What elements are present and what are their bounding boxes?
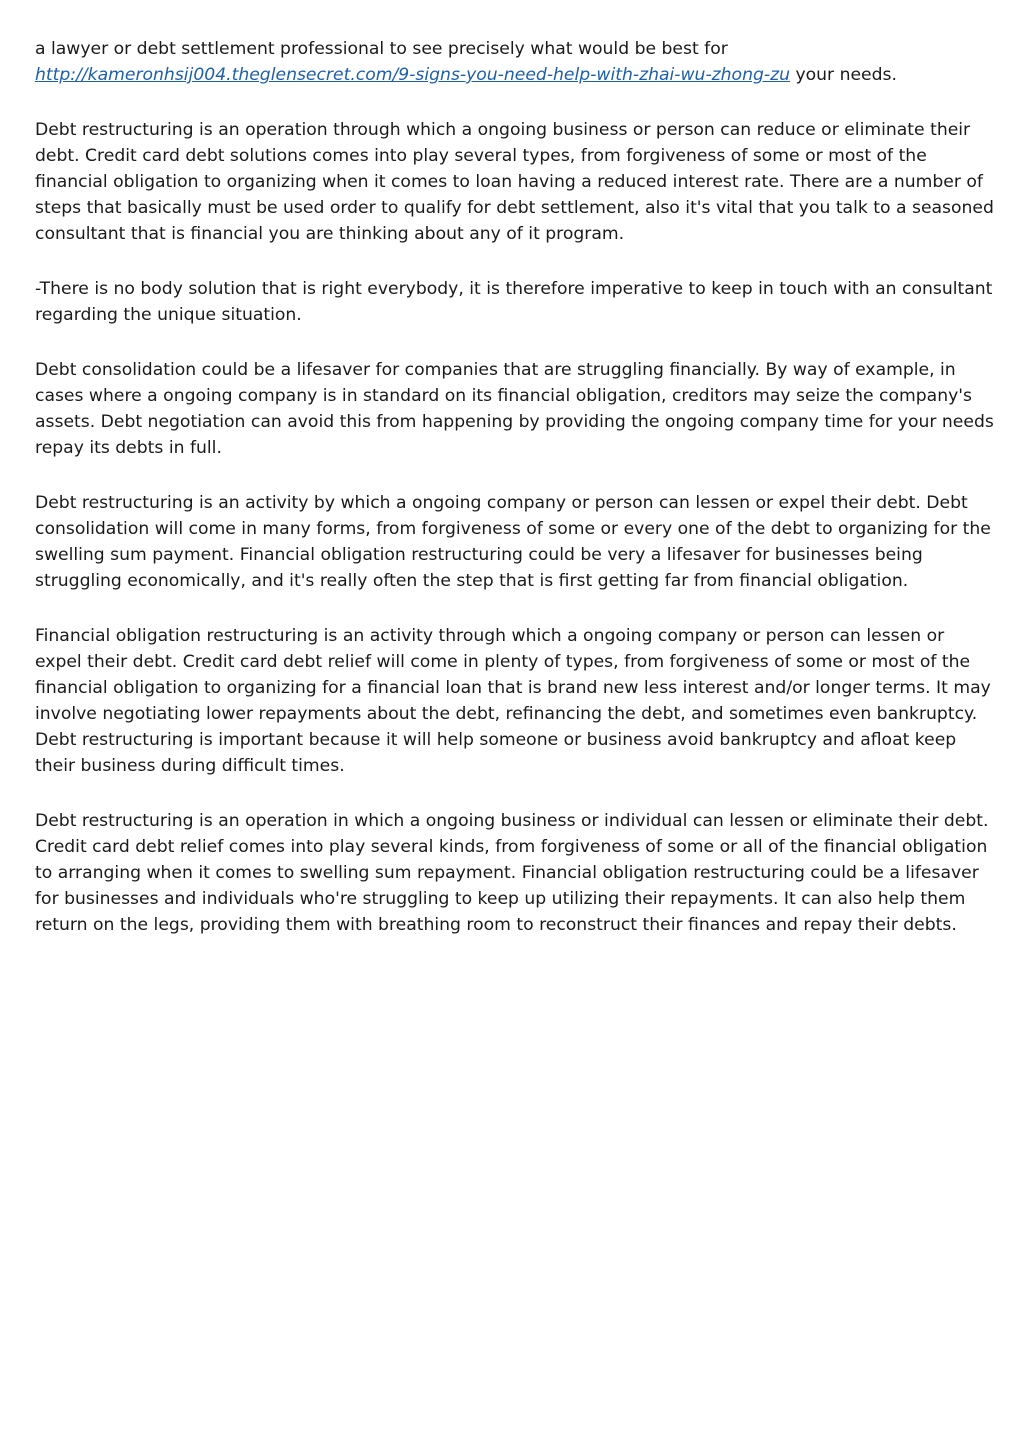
paragraph: Debt restructuring is an operation in which a ongoing business or individual can lessen or eliminate their debt. Credit card debt relief comes into play several kinds, from forgiveness of some or all of the financial obligation to arranging when it comes to swelling sum repayment. Financial obligation restructuring could be a lifesaver for businesses and individuals who're struggling to keep up utilizing their repayments. It can also help them return on the legs, providing them with breathing room to reconstruct their finances and repay their debts. xyxy=(35,811,989,935)
intro-suffix: your needs. xyxy=(790,65,897,85)
paragraph: Debt restructuring is an operation through which a ongoing business or person can reduce or eliminate their debt. Credit card debt solutions comes into play several types, from forgiveness of some or most of the financial obligation to organizing when it comes to loan having a reduced interest rate. There are a number of steps that basically must be used order to qualify for debt settlement, also it's vital that you talk to a seasoned consultant that is financial you are thinking about any of it program. xyxy=(35,120,994,244)
article-link[interactable]: http://kameronhsij004.theglensecret.com/9-signs-you-need-help-with-zhai-wu-zhong-zu xyxy=(35,65,790,85)
paragraph: Debt restructuring is an activity by which a ongoing company or person can lessen or expel their debt. Debt consolidation will come in many forms, from forgiveness of some or every one of the debt to organizing for the swelling sum payment. Financial obligation restructuring could be very a lifesaver for businesses being struggling economically, and it's really often the step that is first getting far from financial obligation. xyxy=(35,493,991,591)
paragraph: -There is no body solution that is right everybody, it is therefore imperative to keep in touch with an consultant regarding the unique situation. xyxy=(35,279,993,325)
document-body xyxy=(35,36,995,967)
paragraph: Debt consolidation could be a lifesaver for companies that are struggling financially. By way of example, in cases where a ongoing company is in standard on its financial obligation, creditors may seize the company's assets. Debt negotiation can avoid this from happening by providing the ongoing company time for your needs repay its debts in full. xyxy=(35,360,994,458)
intro-text: a lawyer or debt settlement professional to see precisely what would be best for xyxy=(35,39,728,59)
intro-paragraph xyxy=(35,36,995,88)
paragraph: Financial obligation restructuring is an activity through which a ongoing company or person can lessen or expel their debt. Credit card debt relief will come in plenty of types, from forgiveness of some or most of the financial obligation to organizing for a financial loan that is brand new less interest and/or longer terms. It may involve negotiating lower repayments about the debt, refinancing the debt, and sometimes even bankruptcy. Debt restructuring is important because it will help someone or business avoid bankruptcy and afloat keep their business during difficult times. xyxy=(35,626,991,776)
